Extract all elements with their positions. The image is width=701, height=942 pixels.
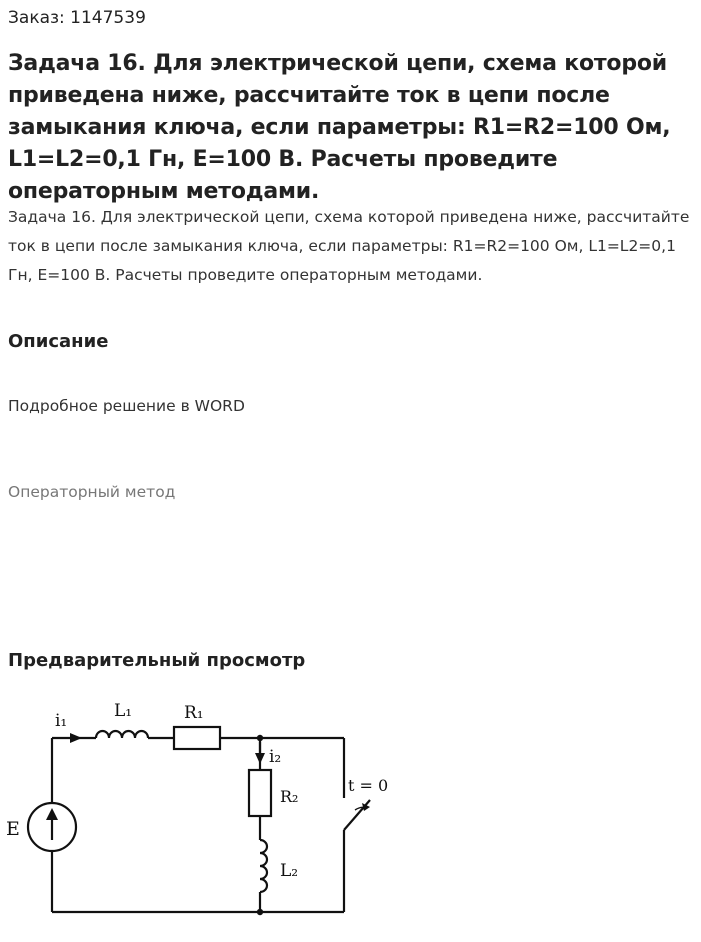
inductor-l1 [96,731,148,738]
description-method: Операторный метод [8,483,176,501]
label-switch: t = 0 [348,776,389,795]
arrow-i1 [70,733,82,743]
task-text: Задача 16. Для электрической цепи, схема которой приведена ниже, рассчитайте ток в цепи после замыкания ключа, если параметры: R1=R2=100 Ом, L1=L2=0,1 Гн, E=100 В. Расчеты проведите операторным методами. [8,208,690,284]
preview-heading: Предварительный просмотр [8,650,306,671]
inductor-l2 [260,840,267,892]
circuit-diagram [0,690,420,930]
junction-bottom [257,909,263,915]
resistor-r1 [174,727,220,749]
label-i2: i₂ [269,747,282,767]
description-detail: Подробное решение в WORD [8,397,245,415]
label-r1: R₁ [184,703,204,723]
label-i1: i₁ [55,711,68,731]
label-e: E [6,818,20,840]
description-heading: Описание [8,331,109,352]
junction-top [257,735,263,741]
label-l2: L₂ [280,861,299,881]
label-r2: R₂ [280,787,299,806]
switch-blade [344,800,370,830]
arrow-i2 [255,753,265,764]
source-arrow-head [46,808,58,820]
task-title: Задача 16. Для электрической цепи, схема которой приведена ниже, рассчитайте ток в цепи после замыкания ключа, если параметры: R1=R2=100 Ом, L1=L2=0,1 Гн, E=100 В. Расчеты проведите операторным методами. [8,51,671,204]
resistor-r2 [249,770,271,816]
label-l1: L₁ [114,701,133,721]
order-number: Заказ: 1147539 [8,8,146,28]
